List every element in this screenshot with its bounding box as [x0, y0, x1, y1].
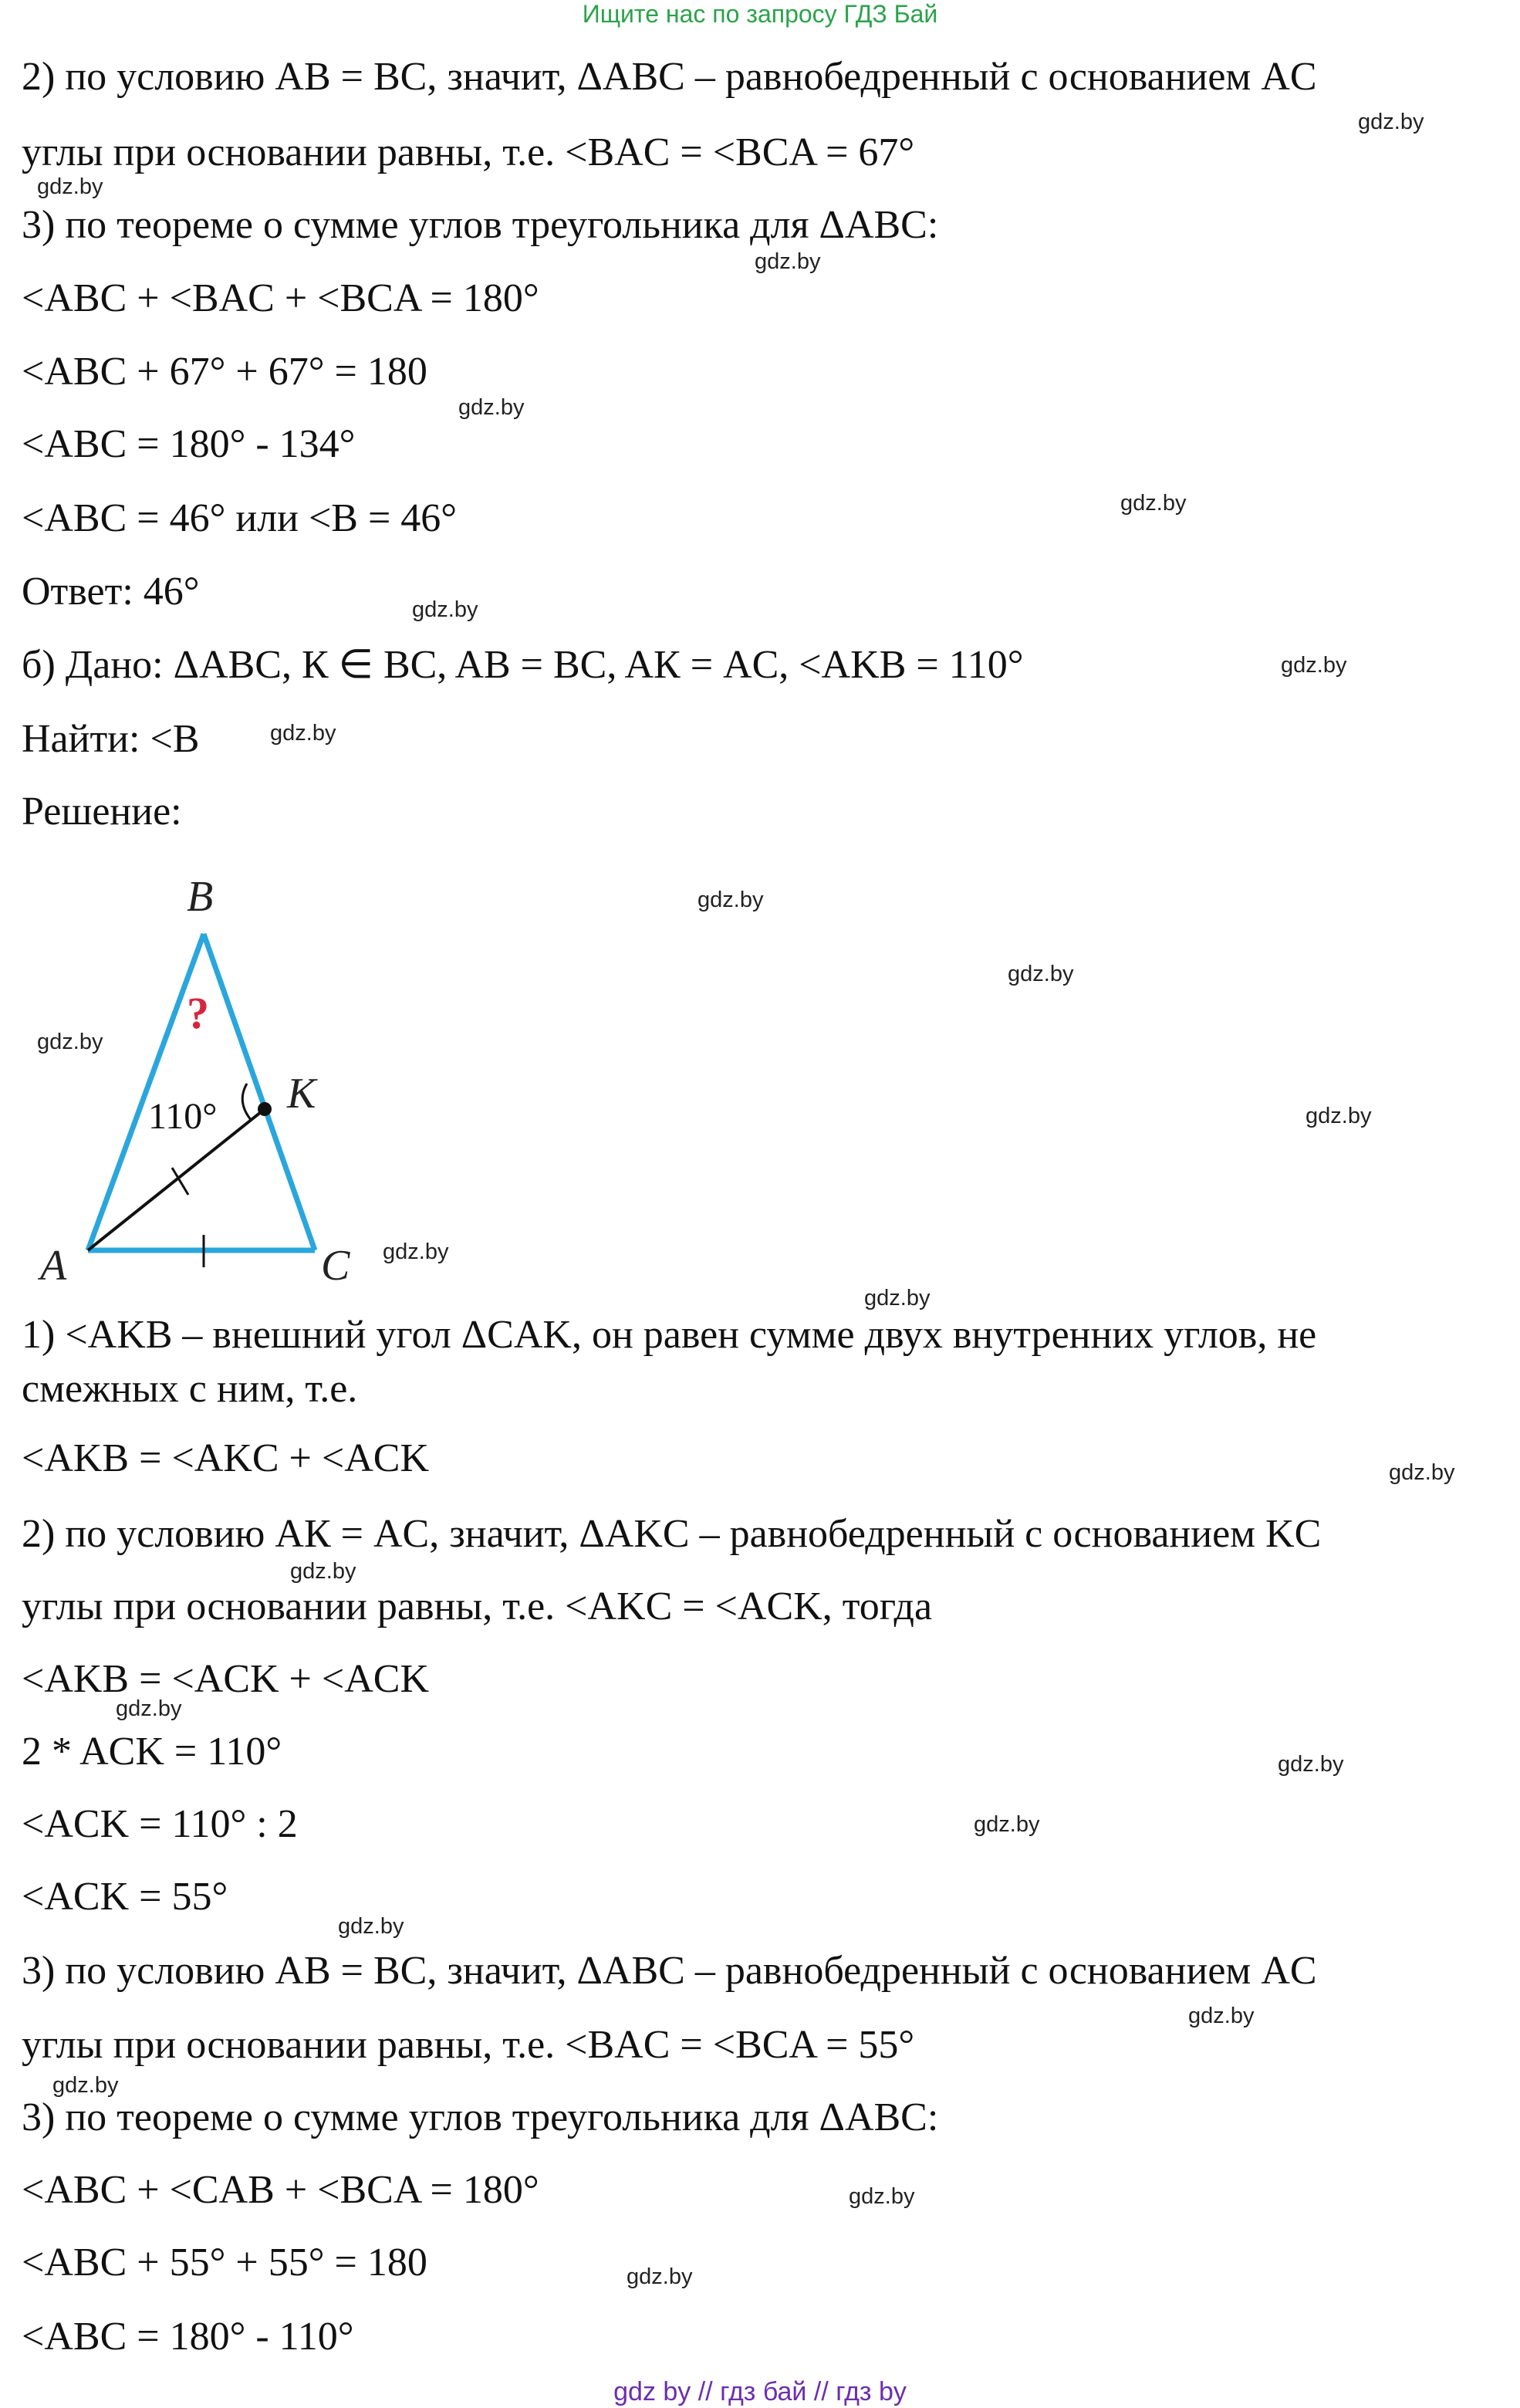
watermark: gdz.by [116, 1696, 182, 1721]
watermark: gdz.by [458, 395, 525, 420]
watermark: gdz.by [270, 721, 336, 746]
watermark: gdz.by [1008, 962, 1074, 986]
watermark: gdz.by [37, 1030, 103, 1054]
watermark: gdz.by [37, 174, 103, 199]
watermark: gdz.by [755, 249, 821, 274]
footer-site-links[interactable]: gdz by // гдз бай // гдз by [613, 2377, 907, 2406]
solution-line: <ABC = 180° - 110° [22, 2315, 354, 2359]
watermark: gdz.by [290, 1559, 356, 1584]
watermark: gdz.by [1188, 2004, 1255, 2028]
watermark: gdz.by [864, 1286, 931, 1311]
solution-line: углы при основании равны, т.е. <BAC = <BCA = 67° [22, 130, 915, 174]
point-label-k: K [287, 1070, 316, 1118]
solution-line: <ACK = 110° : 2 [22, 1802, 298, 1846]
solution-line: углы при основании равны, т.е. <BAC = <BCA = 55° [22, 2023, 915, 2067]
watermark: gdz.by [974, 1812, 1040, 1837]
watermark: gdz.by [627, 2264, 693, 2289]
solution-line: 2 * ACK = 110° [22, 1730, 282, 1774]
solution-line: 2) по условию AК = AC, значит, ΔAKC – равнобедренный с основанием KC [22, 1512, 1322, 1556]
find-line: Найти: <B [22, 717, 200, 761]
vertex-label-a: A [40, 1242, 67, 1289]
solution-heading: Решение: [22, 790, 182, 834]
watermark: gdz.by [1281, 653, 1347, 678]
solution-line: <ABC + 67° + 67° = 180 [22, 350, 427, 394]
watermark: gdz.by [1358, 110, 1424, 134]
solution-line: <ABC + <BAC + <BCA = 180° [22, 276, 539, 320]
solution-line: <ABC = 46° или <B = 46° [22, 496, 458, 540]
solution-line: <ABC + 55° + 55° = 180 [22, 2241, 427, 2285]
solution-line: 2) по условию AB = BC, значит, ΔABC – равнобедренный с основанием AC [22, 55, 1317, 99]
solution-line: углы при основании равны, т.е. <AKC = <ACK, тогда [22, 1584, 933, 1628]
solution-line: 3) по теореме о сумме углов треугольника для ΔABC: [22, 2095, 939, 2139]
triangle-diagram [15, 857, 386, 1289]
watermark: gdz.by [1120, 491, 1187, 516]
watermark: gdz.by [412, 597, 478, 622]
solution-line: 3) по условию AB = BC, значит, ΔABC – равнобедренный с основанием AC [22, 1949, 1317, 1993]
point-k-dot [258, 1102, 272, 1116]
solution-line: смежных с ним, т.е. [22, 1367, 358, 1411]
solution-line: <ACK = 55° [22, 1875, 228, 1919]
solution-line: <AKB = <ACK + <ACK [22, 1657, 429, 1701]
vertex-label-c: C [321, 1242, 350, 1289]
triangle-figure [15, 857, 386, 1289]
watermark: gdz.by [1389, 1460, 1455, 1485]
watermark: gdz.by [1306, 1104, 1372, 1128]
watermark: gdz.by [1278, 1752, 1344, 1777]
solution-line: <AKB = <AKC + <ACK [22, 1436, 429, 1480]
watermark: gdz.by [383, 1240, 449, 1264]
watermark: gdz.by [52, 2073, 119, 2098]
watermark: gdz.by [338, 1914, 404, 1939]
header-site-link[interactable]: Ищите нас по запросу ГДЗ Бай [582, 0, 938, 28]
unknown-angle-mark: ? [187, 988, 209, 1038]
angle-arc [242, 1084, 252, 1121]
solution-line: 1) <AKB – внешний угол ΔCAK, он равен сумме двух внутренних углов, не [22, 1313, 1317, 1357]
solution-line: 3) по теореме о сумме углов треугольника для ΔABC: [22, 203, 939, 247]
solution-line: <ABC = 180° - 134° [22, 422, 356, 466]
watermark: gdz.by [849, 2184, 915, 2209]
vertex-label-b: B [187, 873, 214, 921]
answer-line: Ответ: 46° [22, 570, 200, 614]
given-line: б) Дано: ΔABC, К ∈ BC, AB = BC, AК = AC, <AKB = 110° [22, 643, 1024, 687]
solution-line: <ABC + <CAB + <BCA = 180° [22, 2168, 539, 2212]
angle-label: 110° [148, 1096, 218, 1137]
watermark: gdz.by [698, 888, 764, 912]
